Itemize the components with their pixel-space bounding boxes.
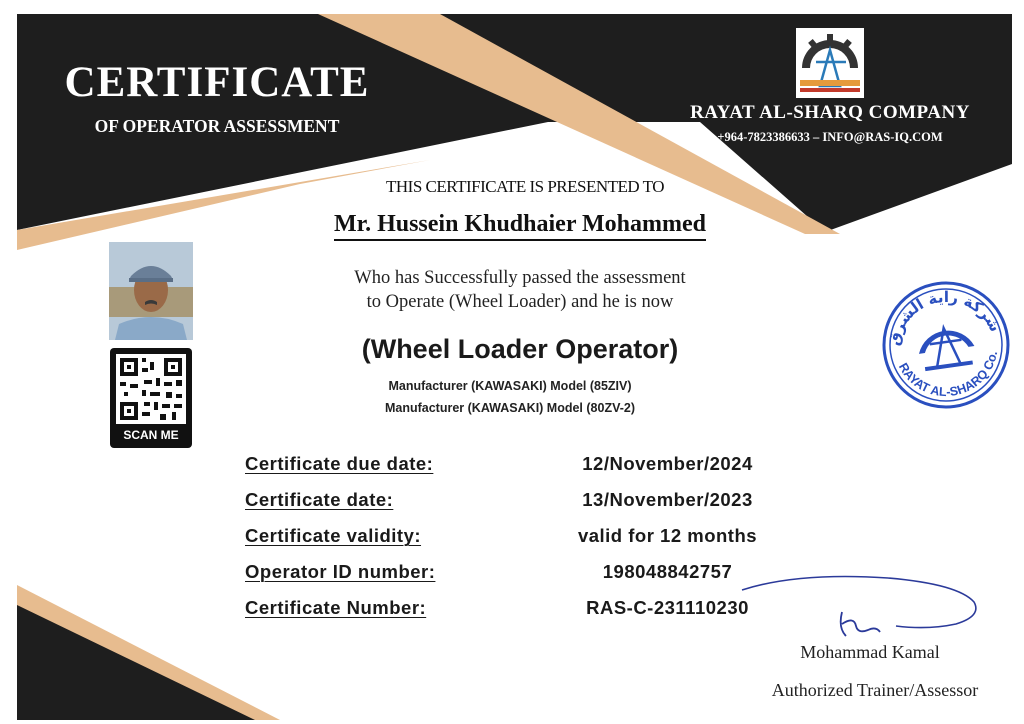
- company-name: RAYAT AL-SHARQ COMPANY: [690, 102, 970, 123]
- stamp-arabic-text: شركة راية الشرق: [884, 287, 1005, 348]
- description-line-1: Who has Successfully passed the assessment: [354, 268, 686, 288]
- validity-label: Certificate validity:: [245, 525, 422, 546]
- description-line-2: to Operate (Wheel Loader) and he is now: [366, 292, 674, 312]
- certificate-number-value: RAS-C-231110230: [586, 597, 749, 618]
- company-logo: [796, 28, 864, 98]
- certificate-date-value: 13/November/2023: [582, 489, 753, 510]
- certificate-title: CERTIFICATE: [64, 59, 370, 106]
- certificate-subtitle: OF OPERATOR ASSESSMENT: [94, 116, 340, 136]
- qr-code: [116, 354, 186, 424]
- validity-value: valid for 12 months: [577, 525, 758, 546]
- signature-mark: [738, 572, 988, 652]
- manufacturer-line-1: Manufacturer (KAWASAKI) Model (85ZIV): [388, 379, 632, 393]
- recipient-name-text: Mr. Hussein Khudhaier Mohammed: [334, 211, 706, 241]
- signer-name: Mohammad Kamal: [800, 642, 940, 662]
- scan-me-label: SCAN ME: [123, 428, 179, 442]
- operator-id-label: Operator ID number:: [245, 561, 436, 582]
- operator-id-value: 198048842757: [602, 561, 733, 582]
- company-contact: +964-7823386633 – INFO@RAS-IQ.COM: [717, 130, 943, 144]
- certificate-number-label: Certificate Number:: [245, 597, 427, 618]
- operator-photo: [109, 242, 193, 340]
- qr-code-block[interactable]: [110, 348, 192, 448]
- due-date-value: 12/November/2024: [582, 453, 753, 474]
- company-stamp: [878, 278, 1014, 412]
- due-date-label: Certificate due date:: [245, 453, 434, 474]
- operator-role: (Wheel Loader Operator): [361, 334, 679, 364]
- stamp-english-text: RAYAT AL-SHARQ Co.: [895, 349, 1001, 400]
- signer-title: Authorized Trainer/Assessor: [771, 680, 979, 700]
- recipient-name: [270, 211, 770, 238]
- certificate-date-label: Certificate date:: [245, 489, 394, 510]
- presented-to-text: THIS CERTIFICATE IS PRESENTED TO: [386, 177, 664, 196]
- manufacturer-line-2: Manufacturer (KAWASAKI) Model (80ZV-2): [384, 401, 636, 415]
